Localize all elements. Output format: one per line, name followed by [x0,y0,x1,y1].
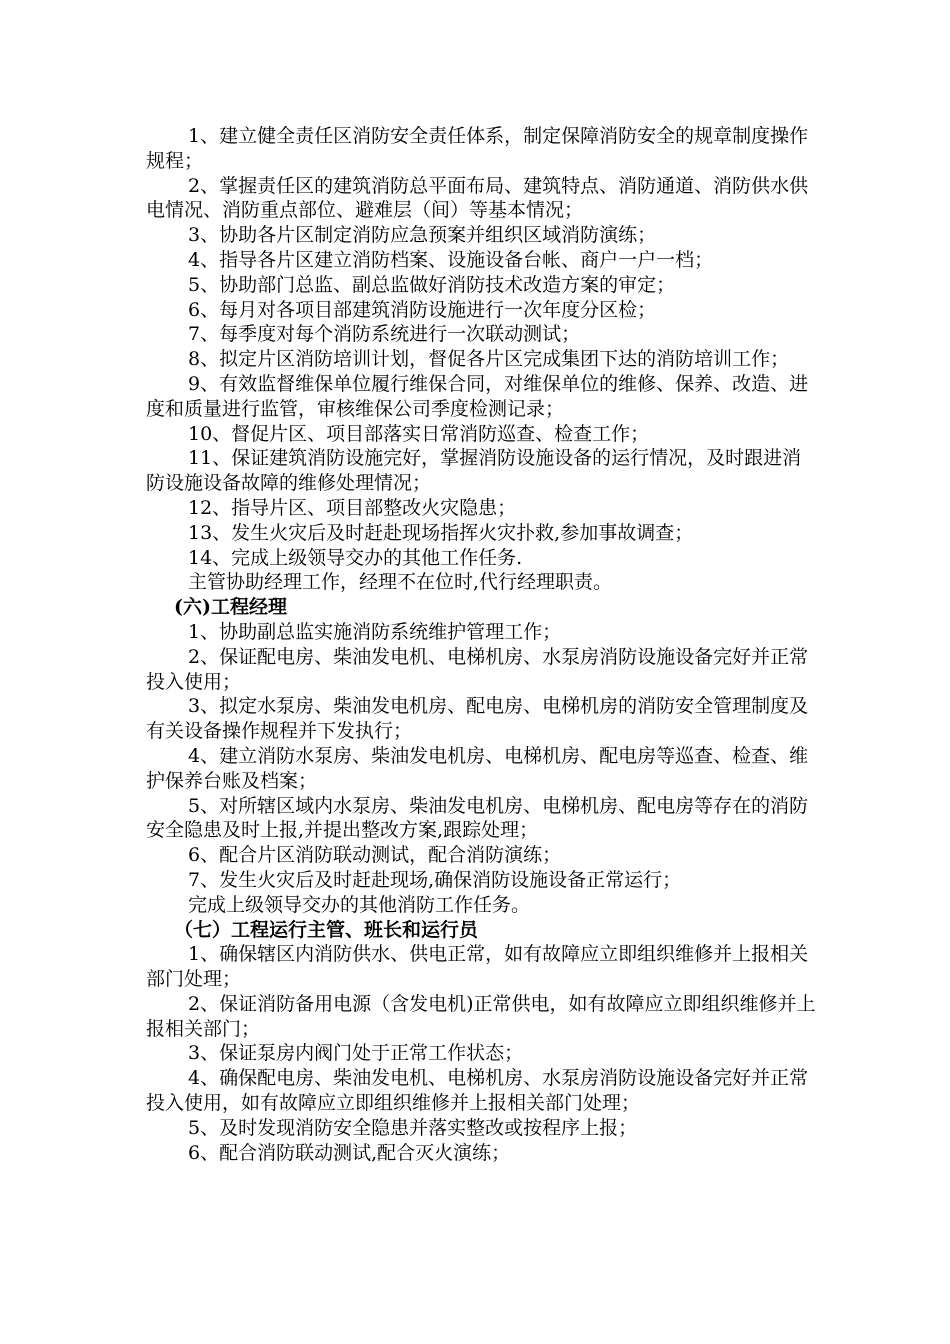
document-body [146,124,816,1165]
paragraph: 7、每季度对每个消防系统进行一次联动测试； [188,323,581,346]
paragraph: 3、拟定水泵房、柴油发电机房、配电房、电梯机房的消防安全管理制度及有关设备操作规程并下发执行； [146,695,809,743]
paragraph: 2、保证消防备用电源（含发电机)正常供电，如有故障应立即组织维修并上报相关部门； [146,992,816,1040]
paragraph: 10、督促片区、项目部落实日常消防巡查、检查工作； [188,422,650,445]
paragraph: 6、每月对各项目部建筑消防设施进行一次年度分区检； [188,298,657,321]
paragraph: 6、配合片区消防联动测试，配合消防演练； [188,844,562,867]
paragraph: 6、配合消防联动测试,配合灭火演练； [188,1141,511,1164]
paragraph: 4、建立消防水泵房、柴油发电机房、电梯机房、配电房等巡查、检查、维护保养台账及档案； [146,744,809,792]
paragraph: 完成上级领导交办的其他消防工作任务。 [188,893,531,916]
section-heading: （七）工程运行主管、班长和运行员 [174,918,479,941]
paragraph: 13、发生火灾后及时赶赴现场指挥火灾扑救,参加事故调查； [188,521,694,544]
paragraph: 2、保证配电房、柴油发电机、电梯机房、水泵房消防设施设备完好并正常投入使用； [146,645,809,693]
paragraph: 9、有效监督维保单位履行维保合同，对维保单位的维修、保养、改造、进度和质量进行监管，审核维保公司季度检测记录； [146,372,809,420]
paragraph: 4、指导各片区建立消防档案、设施设备台帐、商户一户一档； [188,248,714,271]
paragraph: 5、及时发现消防安全隐患并落实整改或按程序上报； [188,1116,638,1139]
paragraph: 3、保证泵房内阀门处于正常工作状态； [188,1042,524,1065]
paragraph: 3、协助各片区制定消防应急预案并组织区域消防演练； [188,224,657,247]
paragraph: 5、协助部门总监、副总监做好消防技术改造方案的审定； [188,273,676,296]
paragraph: 主管协助经理工作，经理不在位时,代行经理职责。 [188,571,613,594]
paragraph: 12、指导片区、项目部整改火灾隐患； [188,496,517,519]
paragraph: 5、对所辖区域内水泵房、柴油发电机房、电梯机房、配电房等存在的消防安全隐患及时上报,并提出整改方案,跟踪处理； [146,794,809,842]
paragraph: 1、建立健全责任区消防安全责任体系，制定保障消防安全的规章制度操作规程； [146,125,809,172]
paragraph: 1、确保辖区内消防供水、供电正常，如有故障应立即组织维修并上报相关部门处理； [146,943,809,991]
paragraph: 4、确保配电房、柴油发电机、电梯机房、水泵房消防设施设备完好并正常投入使用，如有故障应立即组织维修并上报相关部门处理； [146,1067,809,1115]
paragraph: 1、协助副总监实施消防系统维护管理工作； [188,620,562,643]
section-heading: (六)工程经理 [174,596,287,619]
paragraph: 2、掌握责任区的建筑消防总平面布局、建筑特点、消防通道、消防供水供电情况、消防重点部位、避难层（间）等基本情况； [146,174,809,222]
paragraph: 14、完成上级领导交办的其他工作任务. [188,546,523,569]
paragraph: 8、拟定片区消防培训计划，督促各片区完成集团下达的消防培训工作； [188,348,790,371]
paragraph: 7、发生火灾后及时赶赴现场,确保消防设施设备正常运行； [188,868,682,891]
paragraph: 11、保证建筑消防设施完好，掌握消防设施设备的运行情况，及时跟进消防设施设备故障的维修处理情况； [146,447,802,495]
